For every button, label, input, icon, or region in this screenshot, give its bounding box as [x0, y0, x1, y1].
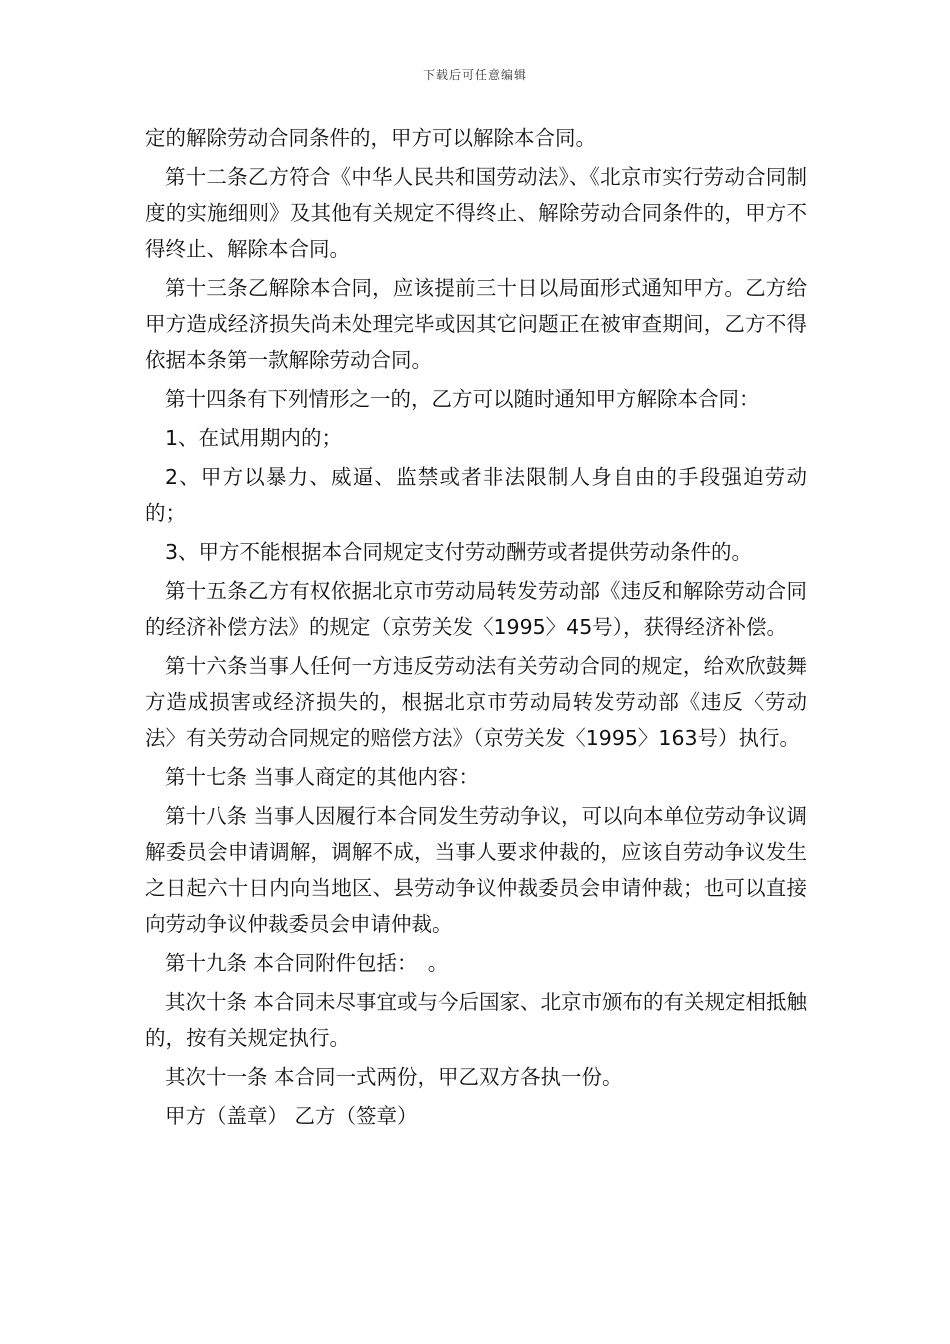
- paragraph: 第十四条有下列情形之一的，乙方可以随时通知甲方解除本合同：: [165, 387, 760, 411]
- paragraph: 第十五条乙方有权依据北京市劳动局转发劳动部《违反和解除劳动合同的经济补偿方法》的规定（京劳关发〈1995〉45号），获得经济补偿。: [145, 579, 807, 639]
- page-header: 下载后可任意编辑: [422, 68, 527, 82]
- list-item: 2、甲方以暴力、威逼、监禁或者非法限制人身自由的手段强迫劳动的；: [145, 465, 807, 525]
- paragraph: 第十八条 当事人因履行本合同发生劳动争议，可以向本单位劳动争议调解委员会申请调解，调解不成，当事人要求仲裁的，应该自劳动争议发生之日起六十日内向当地区、县劳动争议仲裁委员会申请仲裁；也可以直接向劳动争议仲裁委员会申请仲裁。: [145, 804, 808, 936]
- paragraph: 第十三条乙解除本合同，应该提前三十日以局面形式通知甲方。乙方给甲方造成经济损失尚未处理完毕或因其它问题正在被审查期间，乙方不得依据本条第一款解除劳动合同。: [145, 276, 807, 372]
- paragraph: 第十七条 当事人商定的其他内容：: [165, 765, 480, 789]
- signature-line: 甲方（盖章） 乙方（签章）: [165, 1104, 418, 1128]
- paragraph: 第十二条乙方符合《中华人民共和国劳动法》、《北京市实行劳动合同制度的实施细则》及其他有关规定不得终止、解除劳动合同条件的，甲方不得终止、解除本合同。: [145, 165, 807, 261]
- list-item: 3、甲方不能根据本合同规定支付劳动酬劳或者提供劳动条件的。: [165, 540, 753, 564]
- paragraph: 其次十条 本合同未尽事宜或与今后国家、北京市颁布的有关规定相抵触的，按有关规定执行。: [145, 990, 808, 1050]
- document-body: [145, 120, 807, 1134]
- paragraph: 定的解除劳动合同条件的，甲方可以解除本合同。: [145, 126, 596, 150]
- list-item: 1、在试用期内的；: [165, 426, 343, 450]
- paragraph: 第十九条 本合同附件包括： 。: [165, 951, 449, 975]
- paragraph: 其次十一条 本合同一式两份，甲乙双方各执一份。: [165, 1065, 623, 1089]
- paragraph: 第十六条当事人任何一方违反劳动法有关劳动合同的规定，给欢欣鼓舞方造成损害或经济损失的，根据北京市劳动局转发劳动部《违反〈劳动法〉有关劳动合同规定的赔偿方法》（京劳关发〈1995〉163号）执行。: [145, 654, 807, 750]
